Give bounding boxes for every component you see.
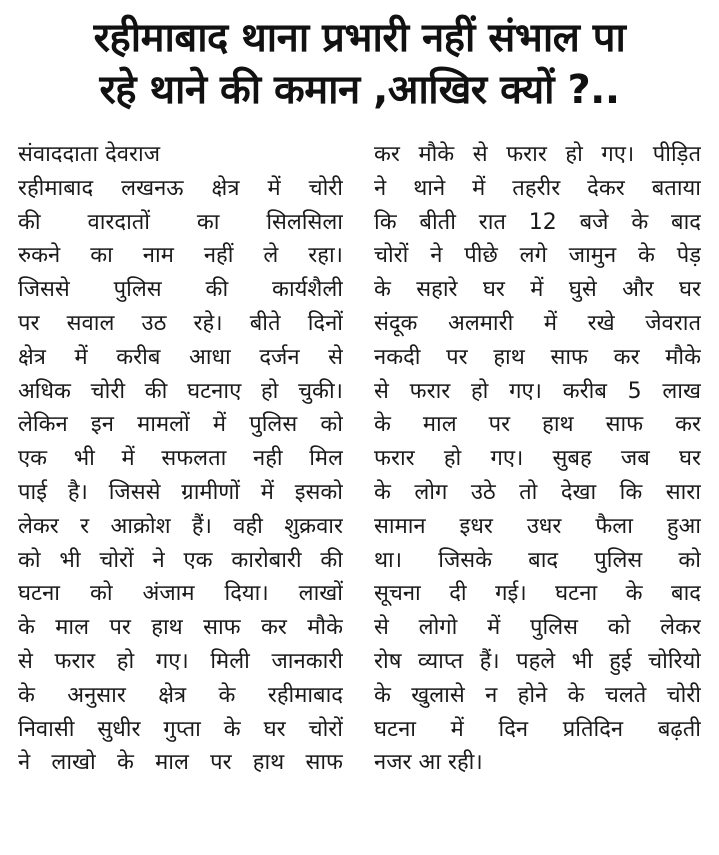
article-line: से फरार हो गए। मिली जानकारी: [18, 648, 343, 674]
headline-line-2: रहे थाने की कमान ,आखिर क्यों ?..: [99, 67, 620, 113]
article-line: की वारदातों का सिलसिला: [18, 209, 343, 235]
article-line: सूचना दी गई। घटना के बाद: [374, 581, 701, 607]
article-column-right: [374, 138, 701, 780]
article-line: कि बीती रात 12 बजे के बाद: [374, 209, 701, 235]
article-line: पाई है। जिससे ग्रामीणों में इसको: [18, 479, 343, 505]
article-line: के माल पर हाथ साफ कर मौके: [18, 615, 343, 641]
headline: [0, 0, 719, 130]
article-line: पर सवाल उठ रहे। बीते दिनों: [18, 310, 343, 336]
article-line: क्षेत्र में करीब आधा दर्जन से: [18, 344, 343, 370]
article-line: कर मौके से फरार हो गए। पीड़ित: [374, 142, 701, 167]
article-line: अधिक चोरी की घटनाए हो चुकी।: [18, 378, 343, 404]
article-line: के अनुसार क्षेत्र के रहीमाबाद: [18, 682, 343, 708]
article-line: लेकिन इन मामलों में पुलिस को: [18, 412, 343, 438]
article-line: लेकर र आक्रोश हैं। वही शुक्रवार: [18, 513, 343, 539]
article-line: नकदी पर हाथ साफ कर मौके: [374, 344, 701, 370]
article-line: ने थाने में तहरीर देकर बताया: [374, 175, 701, 201]
article-line: से फरार हो गए। करीब 5 लाख: [374, 378, 701, 404]
article-column-left: [18, 138, 343, 780]
article-line: के सहारे घर में घुसे और घर: [374, 277, 701, 303]
article-line: निवासी सुधीर गुप्ता के घर चोरों: [18, 716, 343, 742]
article-line: फरार हो गए। सुबह जब घर: [374, 446, 701, 472]
article-line: रुकने का नाम नहीं ले रहा।: [18, 243, 343, 269]
article-line: चोरों ने पीछे लगे जामुन के पेड़: [374, 243, 701, 269]
article-line: घटना को अंजाम दिया। लाखों: [18, 581, 343, 607]
article-line: जिससे पुलिस की कार्यशैली: [18, 277, 343, 303]
article-line: था। जिसके बाद पुलिस को: [374, 547, 701, 573]
article-line-last: नजर आ रही।: [374, 750, 483, 776]
article-line: रहीमाबाद लखनऊ क्षेत्र में चोरी: [18, 175, 343, 201]
column-gutter: [357, 140, 358, 840]
article-line: से लोगो में पुलिस को लेकर: [374, 615, 701, 641]
article-line: रोष व्याप्त हैं। पहले भी हुई चोरियो: [374, 648, 701, 674]
byline: संवाददाता देवराज: [18, 142, 161, 167]
article-line: के खुलासे न होने के चलते चोरी: [374, 682, 701, 708]
article-line: के माल पर हाथ साफ कर: [374, 412, 701, 438]
article-line: के लोग उठे तो देखा कि सारा: [374, 479, 701, 505]
article-line: संदूक अलमारी में रखे जेवरात: [374, 310, 701, 336]
article-line: घटना में दिन प्रतिदिन बढ़ती: [374, 716, 701, 742]
headline-line-1: रहीमाबाद थाना प्रभारी नहीं संभाल पा: [93, 15, 626, 61]
article-line: सामान इधर उधर फैला हुआ: [374, 513, 701, 539]
article-line: एक भी में सफलता नही मिल: [18, 446, 343, 472]
article-line: ने लाखो के माल पर हाथ साफ: [18, 750, 343, 776]
article-line: को भी चोरों ने एक कारोबारी की: [18, 547, 343, 573]
